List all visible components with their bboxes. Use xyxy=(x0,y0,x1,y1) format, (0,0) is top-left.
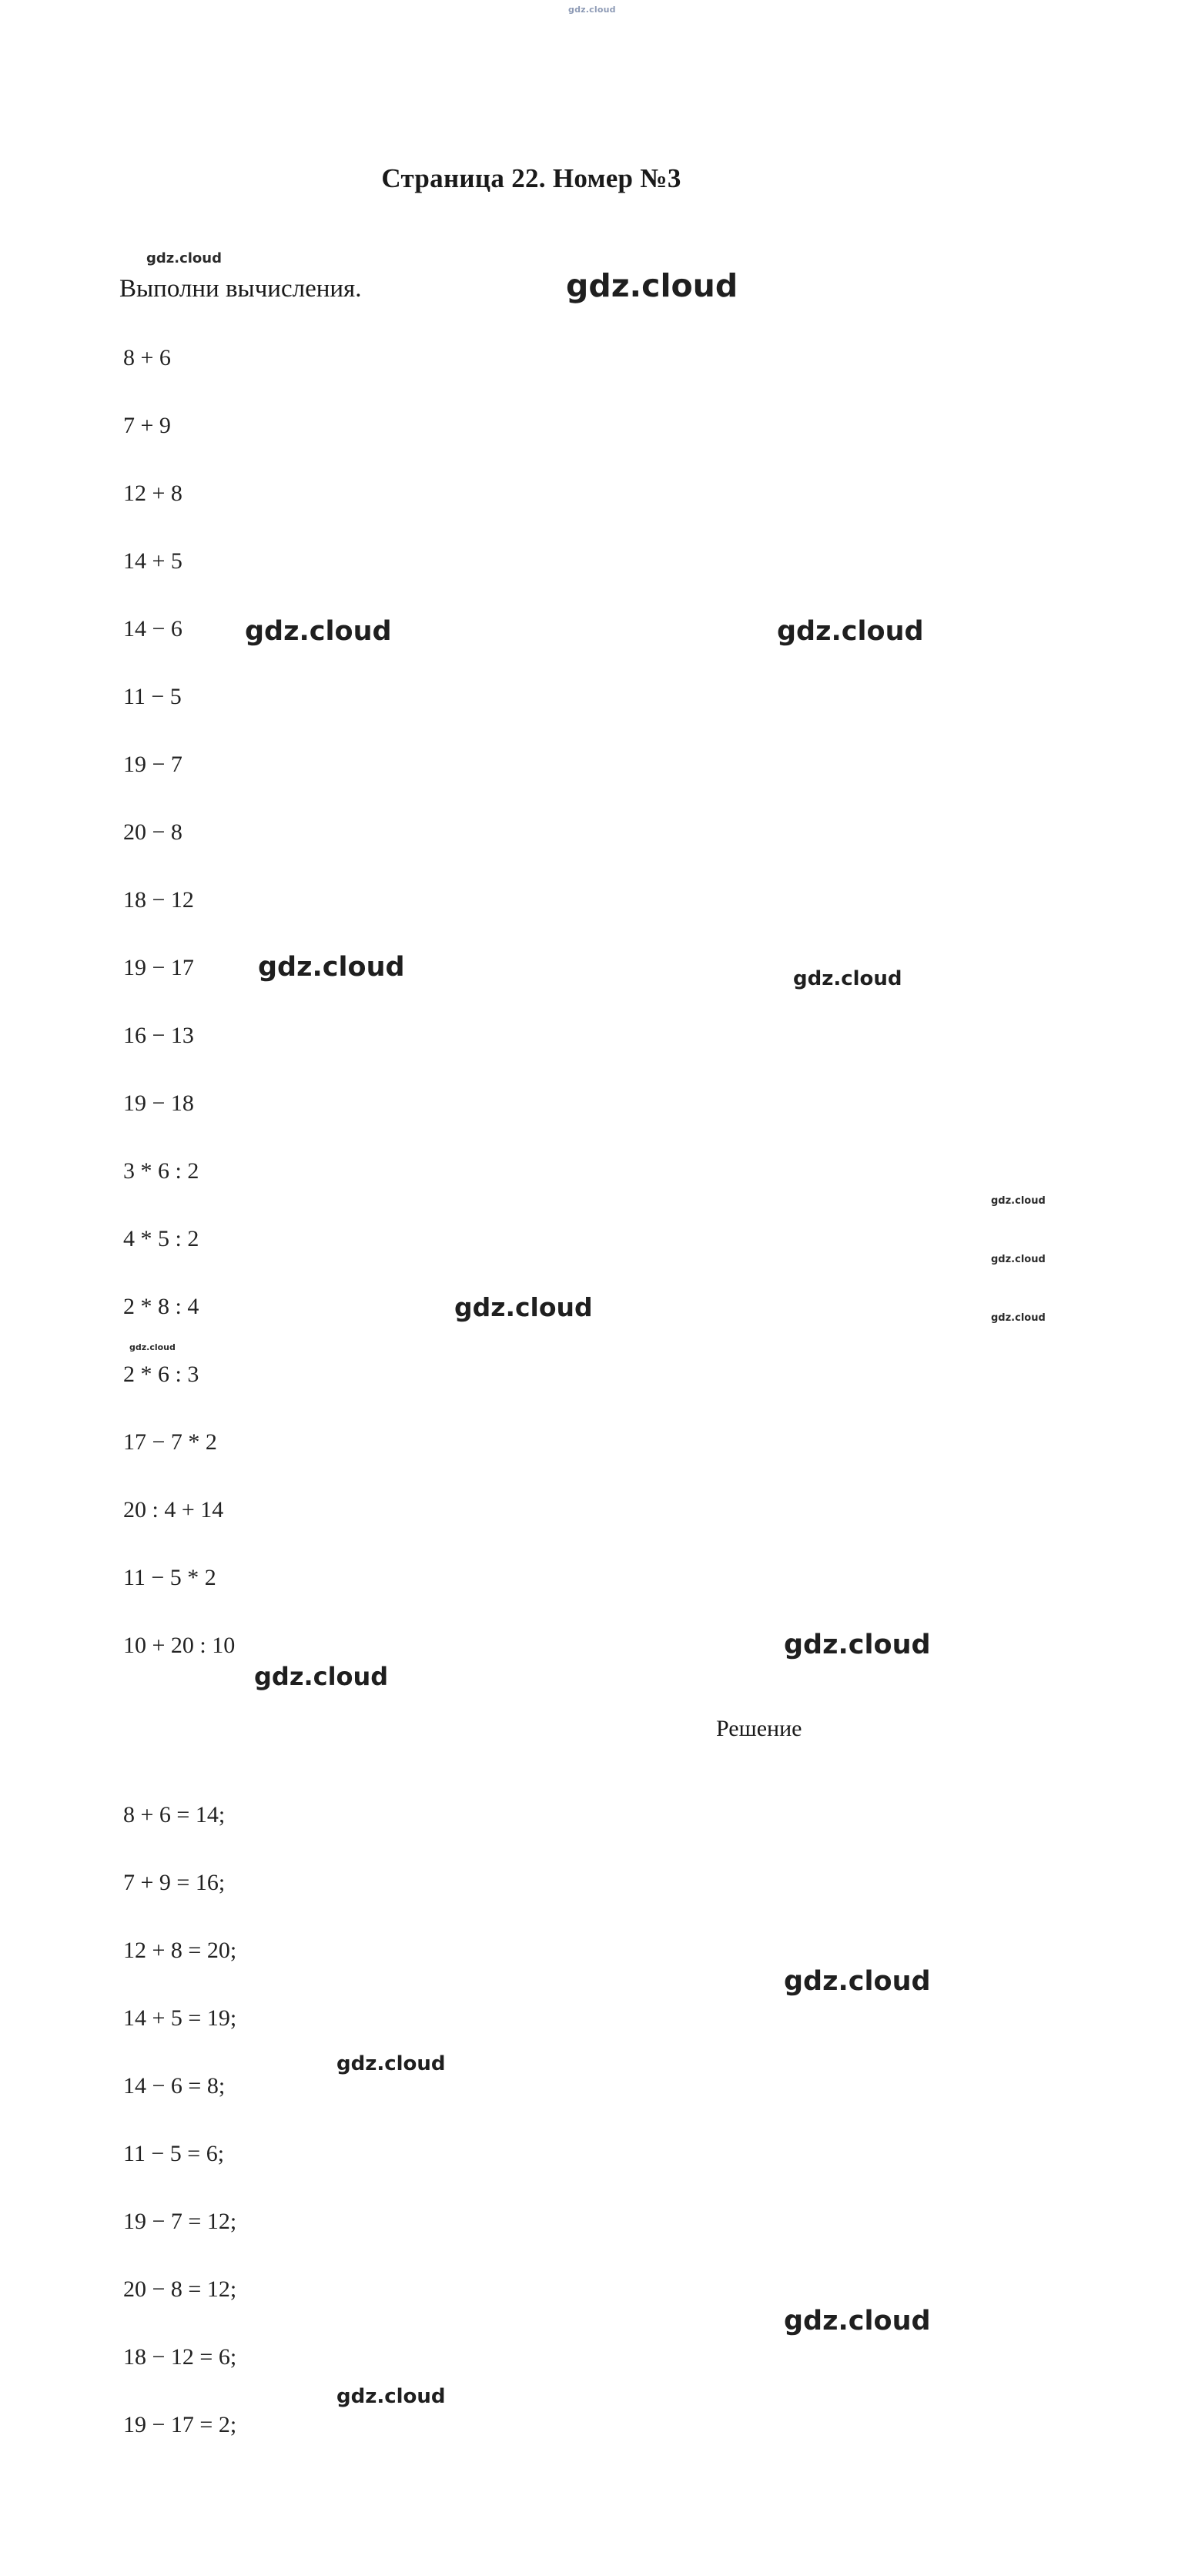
expression-line: 11 − 5 xyxy=(123,684,182,709)
expression-line: 19 − 18 xyxy=(123,1090,194,1116)
expression-line: 11 − 5 * 2 xyxy=(123,1565,216,1590)
solution-line: 19 − 7 = 12; xyxy=(123,2209,237,2234)
solution-line: 19 − 17 = 2; xyxy=(123,2412,237,2437)
solution-label: Решение xyxy=(716,1716,802,1741)
expression-line: 20 − 8 xyxy=(123,819,182,845)
expression-line: 16 − 13 xyxy=(123,1023,194,1048)
solution-line: 14 − 6 = 8; xyxy=(123,2073,226,2099)
watermark: gdz.cloud xyxy=(777,616,924,647)
expression-line: 20 : 4 + 14 xyxy=(123,1497,224,1522)
expression-line: 7 + 9 xyxy=(123,413,171,438)
expression-line: 12 + 8 xyxy=(123,481,182,506)
watermark: gdz.cloud xyxy=(784,1630,931,1660)
watermark: gdz.cloud xyxy=(129,1342,176,1352)
watermark: gdz.cloud xyxy=(336,2052,446,2075)
expression-line: 3 * 6 : 2 xyxy=(123,1158,199,1184)
solution-line: 8 + 6 = 14; xyxy=(123,1802,226,1827)
expression-line: 19 − 17 xyxy=(123,955,194,980)
watermark-top: gdz.cloud xyxy=(568,5,616,15)
expression-line: 4 * 5 : 2 xyxy=(123,1226,199,1251)
solution-line: 14 + 5 = 19; xyxy=(123,2005,237,2031)
watermark: gdz.cloud xyxy=(258,952,405,983)
watermark: gdz.cloud xyxy=(784,1966,931,1997)
solution-line: 7 + 9 = 16; xyxy=(123,1870,226,1895)
watermark: gdz.cloud xyxy=(991,1312,1046,1324)
watermark: gdz.cloud xyxy=(254,1662,389,1691)
expression-line: 10 + 20 : 10 xyxy=(123,1633,236,1658)
watermark: gdz.cloud xyxy=(566,267,738,304)
watermark: gdz.cloud xyxy=(245,616,392,647)
watermark: gdz.cloud xyxy=(784,2306,931,2336)
solution-line: 18 − 12 = 6; xyxy=(123,2344,237,2370)
watermark: gdz.cloud xyxy=(146,250,222,266)
solution-line: 12 + 8 = 20; xyxy=(123,1938,237,1963)
expression-line: 2 * 6 : 3 xyxy=(123,1362,199,1387)
expression-line: 17 − 7 * 2 xyxy=(123,1429,217,1455)
task-prompt: Выполни вычисления. xyxy=(119,275,362,303)
solution-line: 11 − 5 = 6; xyxy=(123,2141,225,2166)
expression-line: 14 − 6 xyxy=(123,616,182,641)
watermark: gdz.cloud xyxy=(991,1254,1046,1265)
watermark: gdz.cloud xyxy=(336,2385,446,2408)
expression-line: 19 − 7 xyxy=(123,752,182,777)
solution-line: 20 − 8 = 12; xyxy=(123,2276,237,2302)
page-title: Страница 22. Номер №3 xyxy=(381,163,681,193)
expression-line: 18 − 12 xyxy=(123,887,194,913)
expression-line: 2 * 8 : 4 xyxy=(123,1294,199,1319)
watermark: gdz.cloud xyxy=(793,967,902,990)
watermark: gdz.cloud xyxy=(991,1195,1046,1207)
watermark: gdz.cloud xyxy=(454,1292,593,1322)
expression-line: 14 + 5 xyxy=(123,548,182,574)
expression-line: 8 + 6 xyxy=(123,345,171,370)
